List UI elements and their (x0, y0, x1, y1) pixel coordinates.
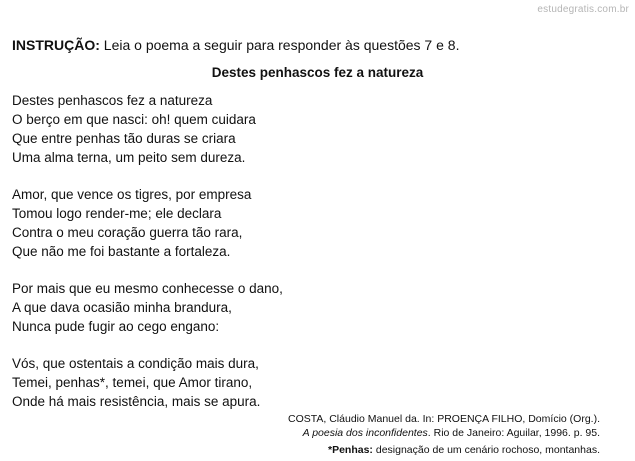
citation (288, 412, 600, 440)
verse: Nunca pude fugir ao cego engano: (12, 319, 220, 334)
citation-author-line: COSTA, Cláudio Manuel da. In: PROENÇA FILHO, Domício (Org.). (288, 413, 600, 425)
verse: Que entre penhas tão duras se criara (12, 131, 236, 146)
footnote-term: *Penhas: (328, 444, 373, 456)
citation-book-title: A poesia dos inconfidentes (302, 427, 428, 439)
stanza-4 (12, 354, 260, 411)
stanza-2 (12, 185, 251, 261)
footnote-definition: designação de um cenário rochoso, montanhas. (372, 444, 600, 456)
verse: Por mais que eu mesmo conhecesse o dano, (12, 281, 283, 296)
verse: Amor, que vence os tigres, por empresa (12, 187, 252, 202)
citation-publication-line (288, 426, 600, 440)
poem-title: Destes penhascos fez a natureza (211, 65, 424, 80)
instruction (12, 36, 459, 54)
verse: O berço em que nasci: oh! quem cuidara (12, 112, 256, 127)
footnote (328, 443, 600, 457)
verse: A que dava ocasião minha brandura, (12, 300, 232, 315)
verse: Destes penhascos fez a natureza (12, 93, 213, 108)
verse: Onde há mais resistência, mais se apura. (12, 394, 261, 409)
instruction-label: INSTRUÇÃO: (12, 37, 100, 53)
instruction-text: Leia o poema a seguir para responder às questões 7 e 8. (99, 37, 460, 53)
watermark: estudegratis.com.br (537, 4, 629, 15)
verse: Que não me foi bastante a fortaleza. (12, 244, 231, 259)
citation-publisher: . Rio de Janeiro: Aguilar, 1996. p. 95. (427, 427, 600, 439)
verse: Vós, que ostentais a condição mais dura, (12, 356, 259, 371)
verse: Temei, penhas*, temei, que Amor tirano, (12, 375, 253, 390)
verse: Contra o meu coração guerra tão rara, (12, 225, 243, 240)
stanza-3 (12, 279, 283, 336)
verse: Tomou logo render-me; ele declara (12, 206, 222, 221)
stanza-1 (12, 91, 256, 167)
verse: Uma alma terna, um peito sem dureza. (12, 150, 246, 165)
